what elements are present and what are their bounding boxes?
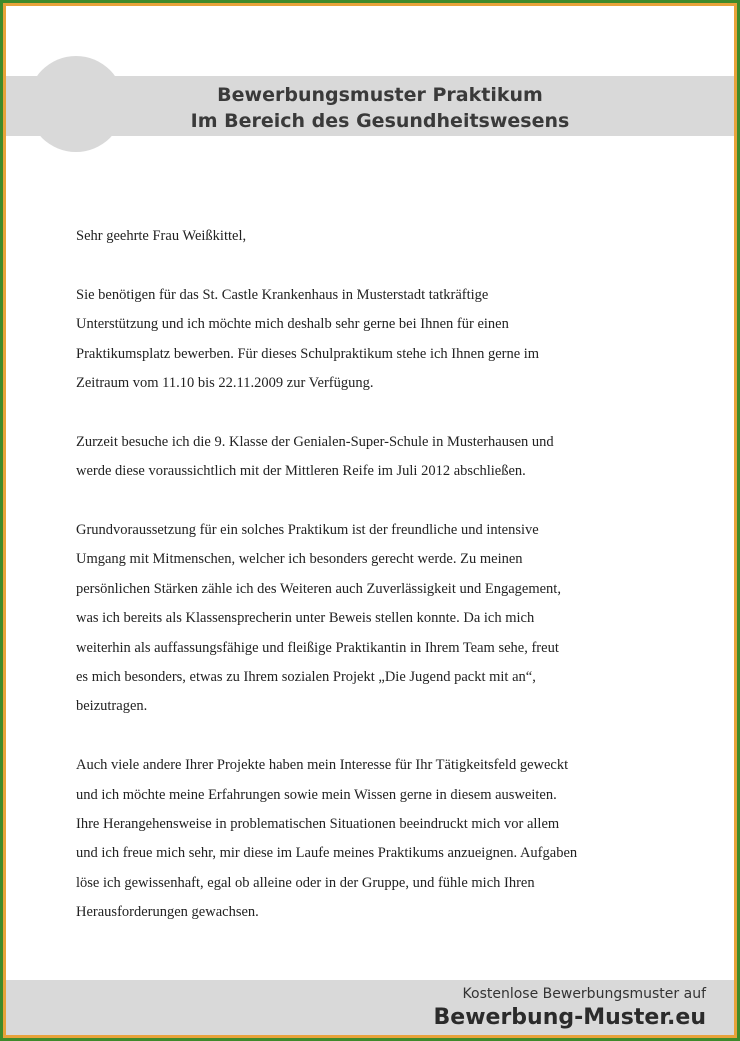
- text-line: Sie benötigen für das St. Castle Krankenhaus in Musterstadt tatkräftige: [76, 286, 489, 303]
- text-line: und ich möchte meine Erfahrungen sowie mein Wissen gerne in diesem ausweiten.: [76, 786, 557, 803]
- text-line: Praktikumsplatz bewerben. Für dieses Schulpraktikum stehe ich Ihnen gerne im: [76, 345, 540, 362]
- text-line: löse ich gewissenhaft, egal ob alleine oder in der Gruppe, und fühle mich Ihren: [76, 874, 535, 891]
- footer-tagline: Kostenlose Bewerbungsmuster auf: [462, 986, 706, 1002]
- text-line: beizutragen.: [76, 698, 148, 715]
- text-line: es mich besonders, etwas zu Ihrem sozialen Projekt „Die Jugend packt mit an“,: [76, 669, 536, 686]
- text-line: werde diese voraussichtlich mit der Mittleren Reife im Juli 2012 abschließen.: [76, 463, 526, 480]
- paragraph-1: [76, 281, 676, 399]
- text-line: Grundvoraussetzung für ein solches Praktikum ist der freundliche und intensive: [76, 522, 539, 539]
- footer-brand: Bewerbung-Muster.eu: [433, 1005, 706, 1030]
- text-line: Unterstützung und ich möchte mich deshalb sehr gerne bei Ihnen für einen: [76, 316, 509, 333]
- paragraph-4: [76, 751, 676, 927]
- letter-body: [76, 222, 676, 957]
- header-circle-decoration: [28, 56, 124, 152]
- title-line-1: Bewerbungsmuster Praktikum: [217, 84, 543, 106]
- text-line: was ich bereits als Klassensprecherin unter Beweis stellen konnte. Da ich mich: [76, 610, 535, 627]
- text-line: und ich freue mich sehr, mir diese im Laufe meines Praktikums anzueignen. Aufgaben: [76, 845, 578, 862]
- paragraph-3: [76, 516, 676, 722]
- text-line: Zurzeit besuche ich die 9. Klasse der Genialen-Super-Schule in Musterhausen und: [76, 433, 554, 450]
- text-line: Umgang mit Mitmenschen, welcher ich besonders gerecht werde. Zu meinen: [76, 551, 523, 568]
- text-line: Ihre Herangehensweise in problematischen Situationen beeindruckt mich vor allem: [76, 816, 560, 833]
- title-line-2: Im Bereich des Gesundheitswesens: [190, 110, 570, 132]
- text-line: Zeitraum vom 11.10 bis 22.11.2009 zur Verfügung.: [76, 375, 374, 392]
- page-title: [116, 82, 644, 134]
- text-line: Auch viele andere Ihrer Projekte haben mein Interesse für Ihr Tätigkeitsfeld geweckt: [76, 757, 569, 774]
- text-line: weiterhin als auffassungsfähige und fleißige Praktikantin in Ihrem Team sehe, freut: [76, 639, 559, 656]
- salutation: Sehr geehrte Frau Weißkittel,: [76, 228, 247, 244]
- paragraph-2: [76, 428, 676, 487]
- text-line: Herausforderungen gewachsen.: [76, 904, 259, 921]
- document-page: [6, 6, 734, 1035]
- text-line: persönlichen Stärken zähle ich des Weiteren auch Zuverlässigkeit und Engagement,: [76, 580, 561, 597]
